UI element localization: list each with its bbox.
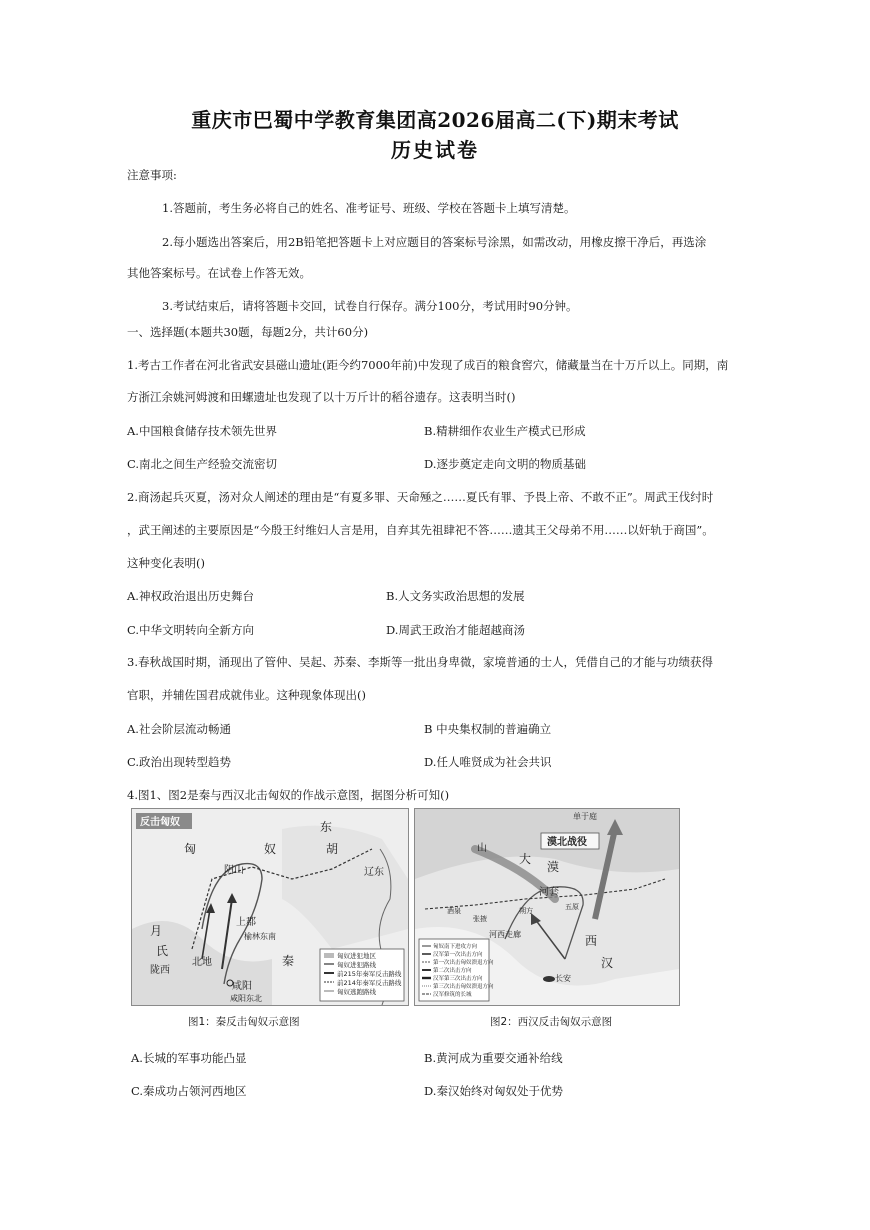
fig1-label-yinshan: 阴山	[224, 865, 244, 876]
fig2-label-changan: 长安	[555, 974, 571, 983]
fig2-legend-7: 汉军修筑的长城	[433, 992, 472, 998]
figure-2-map	[414, 808, 680, 1006]
fig2-label-chanyuting: 单于庭	[573, 812, 597, 821]
q3-option-b: B 中央集权制的普遍确立	[424, 722, 552, 736]
fig1-label-dong: 东	[320, 820, 333, 834]
fig1-label-beidi: 北地	[192, 957, 212, 968]
q4-option-d: D.秦汉始终对匈奴处于优势	[424, 1084, 563, 1098]
fig1-legend-1: 匈奴进犯地区	[337, 952, 376, 960]
q1-stem: 1.考古工作者在河北省武安县磁山遗址(距今约7000年前)中发现了成百的粮食窖穴，储藏量当在十万斤以上。同期，南	[127, 358, 729, 372]
q1-stem-cont: 方浙江余姚河姆渡和田螺遗址也发现了以十万斤计的稻谷遗存。这表明当时()	[127, 390, 516, 404]
fig1-label-xianyang: 咸阳	[232, 981, 252, 992]
fig1-label-shi: 氏	[156, 944, 169, 958]
fig1-legend-5: 匈奴逃跑路线	[337, 988, 376, 996]
capital-marker-icon	[543, 976, 555, 982]
note-1: 1.答题前，考生务必将自己的姓名、准考证号、班级、学校在答题卡上填写清楚。	[162, 201, 576, 215]
fig1-legend-4: 前214年秦军反击路线	[337, 979, 402, 987]
fig2-label-han: 汉	[601, 956, 614, 970]
figure-1-legend	[320, 949, 404, 1001]
note-2-cont: 其他答案标号。在试卷上作答无效。	[127, 266, 311, 280]
notes-heading: 注意事项:	[127, 168, 177, 182]
fig2-legend-3: 第一次出击匈奴溃退方向	[433, 960, 494, 966]
fig1-label-xiong: 匈	[184, 842, 197, 856]
note-3: 3.考试结束后，请将答题卡交回，试卷自行保存。满分100分，考试用时90分钟。	[162, 299, 578, 313]
q1-option-c: C.南北之间生产经验交流密切	[127, 457, 278, 471]
fig2-label-shuofang: 朔方	[519, 907, 533, 915]
fig1-legend-2: 匈奴进犯路线	[337, 961, 376, 969]
fig2-label-hetao: 河套	[539, 887, 559, 898]
fig2-legend-4: 第二次出击方向	[433, 968, 472, 974]
fig2-label-zhangye: 张掖	[473, 915, 487, 923]
fig2-legend-5: 汉军第三次出击方向	[433, 976, 483, 982]
figure-2-legend	[419, 939, 494, 1001]
q4-option-a: A.长城的军事功能凸显	[131, 1051, 247, 1065]
q3-option-d: D.任人唯贤成为社会共识	[424, 755, 552, 769]
fig1-legend-3: 前215年秦军反击路线	[337, 970, 402, 978]
q3-option-a: A.社会阶层流动畅通	[127, 722, 231, 736]
fig2-label-da: 大	[519, 852, 532, 866]
q4-option-b: B.黄河成为重要交通补给线	[424, 1051, 563, 1065]
figure-2-svg	[415, 809, 679, 1005]
q3-stem-cont: 官职，并辅佐国君成就伟业。这种现象体现出()	[127, 688, 366, 702]
q3-option-c: C.政治出现转型趋势	[127, 755, 232, 769]
fig2-label-shan: 山	[477, 843, 487, 854]
exam-subtitle: 历史试卷	[391, 138, 479, 162]
q2-stem-cont: ，武王阐述的主要原因是“今殷王纣维妇人言是用，自弃其先祖肆祀不答……遗其王父母弟不用……以奸轨于商国”。	[127, 523, 714, 537]
q2-stem: 2.商汤起兵灭夏，汤对众人阐述的理由是“有夏多罪、天命殛之……夏氏有罪、予畏上帝、不敢不正”。周武王伐纣时	[127, 490, 714, 504]
q2-option-b: B.人文务实政治思想的发展	[386, 589, 525, 603]
q2-option-d: D.周武王政治才能超越商汤	[386, 623, 525, 637]
fig1-label-hu: 胡	[326, 842, 339, 856]
fig2-label-hexi: 河西走廊	[489, 930, 521, 939]
figure-2-caption: 图2：西汉反击匈奴示意图	[490, 1016, 613, 1028]
q1-option-b: B.精耕细作农业生产模式已形成	[424, 424, 586, 438]
figure-1-map	[131, 808, 409, 1006]
section-heading: 一、选择题(本题共30题，每题2分，共计60分)	[127, 325, 369, 339]
fig2-legend-2: 汉军第一次出击方向	[433, 952, 483, 958]
fig1-label-yue: 月	[150, 924, 163, 938]
fig1-label-qin: 秦	[282, 954, 295, 968]
q1-option-a: A.中国粮食储存技术领先世界	[127, 424, 277, 438]
fig2-label-xi: 西	[585, 934, 598, 948]
fig2-label-mobei: 漠北战役	[547, 837, 587, 848]
fig1-label-liaodong: 辽东	[364, 867, 384, 878]
fig1-label-yulin: 榆林东南	[244, 932, 276, 941]
q2-option-c: C.中华文明转向全新方向	[127, 623, 255, 637]
fig2-legend-1: 匈奴南下进攻方向	[433, 944, 478, 950]
fig2-label-wuyuan: 五原	[565, 903, 579, 911]
q3-stem: 3.春秋战国时期，涌现出了管仲、吴起、苏秦、李斯等一批出身卑微，家境普通的士人，凭借自己的才能与功绩获得	[127, 655, 713, 669]
q4-stem: 4.图1、图2是秦与西汉北击匈奴的作战示意图，据图分析可知()	[127, 788, 450, 802]
fig2-label-jiuquan: 酒泉	[447, 907, 461, 915]
fig1-label-longxi: 陇西	[150, 965, 170, 976]
q2-option-a: A.神权政治退出历史舞台	[127, 589, 254, 603]
fig2-legend-6: 第三次出击匈奴溃退方向	[433, 984, 494, 990]
q2-stem-end: 这种变化表明()	[127, 556, 205, 570]
q1-option-d: D.逐步奠定走向文明的物质基础	[424, 457, 586, 471]
fig1-label-nu: 奴	[264, 842, 277, 856]
fig2-label-mo: 漠	[547, 860, 560, 874]
exam-title: 重庆市巴蜀中学教育集团高2026届高二(下)期末考试	[191, 108, 679, 132]
note-2: 2.每小题选出答案后，用2B铅笔把答题卡上对应题目的答案标号涂黑，如需改动，用橡皮擦干净后，再选涂	[162, 235, 707, 249]
fig1-label-shangjun: 上郡	[236, 917, 256, 928]
figure-1-svg	[132, 809, 408, 1005]
fig1-label-xianyang-ne: 咸阳东北	[230, 994, 262, 1003]
figure-1-caption: 图1：秦反击匈奴示意图	[188, 1016, 300, 1028]
figure-1-banner-text: 反击匈奴	[140, 817, 180, 828]
q4-option-c: C.秦成功占领河西地区	[131, 1084, 247, 1098]
